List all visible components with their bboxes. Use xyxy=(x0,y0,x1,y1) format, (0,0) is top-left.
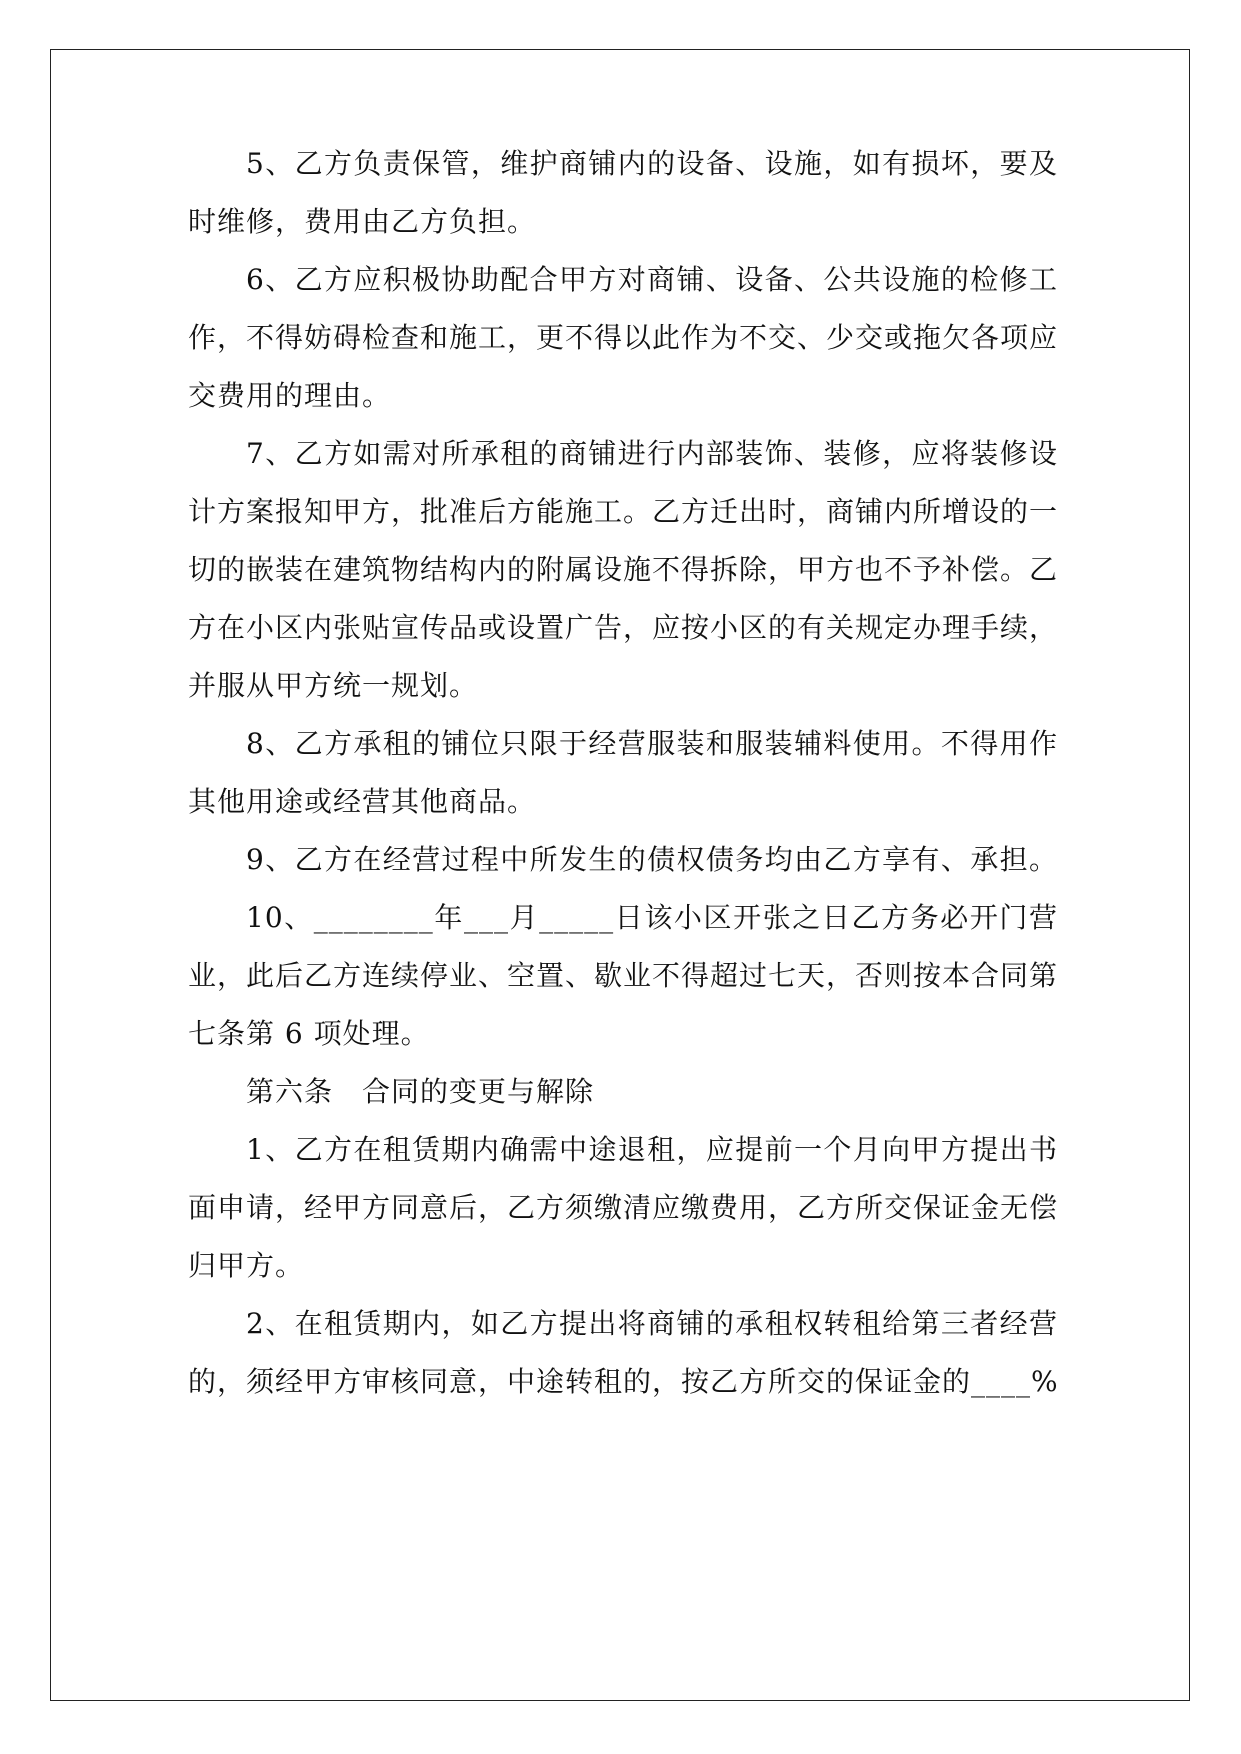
clause-7-line-3: 切的嵌装在建筑物结构内的附属设施不得拆除，甲方也不予补偿。乙 xyxy=(188,553,1059,586)
clause-5-line-1: 5、乙方负责保管，维护商铺内的设备、设施，如有损坏，要及 xyxy=(246,147,1058,180)
clause-7-line-1: 7、乙方如需对所承租的商铺进行内部装饰、装修，应将装修设 xyxy=(246,437,1058,470)
article-6-clause-2-line-1: 2、在租赁期内，如乙方提出将商铺的承租权转租给第三者经营 xyxy=(246,1307,1058,1340)
clause-6-line-1: 6、乙方应积极协助配合甲方对商铺、设备、公共设施的检修工 xyxy=(246,263,1058,296)
article-6-clause-1-line-2: 面申请，经甲方同意后，乙方须缴清应缴费用，乙方所交保证金无偿 xyxy=(188,1191,1059,1224)
clause-10-line-1: 10、________年___月_____日该小区开张之日乙方务必开门营 xyxy=(246,901,1058,934)
clause-7-line-4: 方在小区内张贴宣传品或设置广告，应按小区的有关规定办理手续， xyxy=(188,611,1059,644)
article-6-heading: 第六条 合同的变更与解除 xyxy=(246,1075,595,1108)
clause-6-line-3: 交费用的理由。 xyxy=(188,379,392,412)
clause-10-line-3: 七条第 6 项处理。 xyxy=(188,1017,430,1050)
article-6-clause-1-line-3: 归甲方。 xyxy=(188,1249,305,1282)
clause-10-line-2: 业，此后乙方连续停业、空置、歇业不得超过七天，否则按本合同第 xyxy=(188,959,1059,992)
article-6-clause-1-line-1: 1、乙方在租赁期内确需中途退租，应提前一个月向甲方提出书 xyxy=(246,1133,1058,1166)
clause-5-line-2: 时维修，费用由乙方负担。 xyxy=(188,205,537,238)
clause-7-line-2: 计方案报知甲方，批准后方能施工。乙方迁出时，商铺内所增设的一 xyxy=(188,495,1059,528)
article-6-clause-2-line-2: 的，须经甲方审核同意，中途转租的，按乙方所交的保证金的____% xyxy=(188,1365,1059,1398)
clause-7-line-5: 并服从甲方统一规划。 xyxy=(188,669,479,702)
clause-9-line-1: 9、乙方在经营过程中所发生的债权债务均由乙方享有、承担。 xyxy=(246,843,1058,876)
clause-8-line-1: 8、乙方承租的铺位只限于经营服装和服装辅料使用。不得用作 xyxy=(246,727,1058,760)
clause-8-line-2: 其他用途或经营其他商品。 xyxy=(188,785,537,818)
clause-6-line-2: 作，不得妨碍检查和施工，更不得以此作为不交、少交或拖欠各项应 xyxy=(188,321,1059,354)
